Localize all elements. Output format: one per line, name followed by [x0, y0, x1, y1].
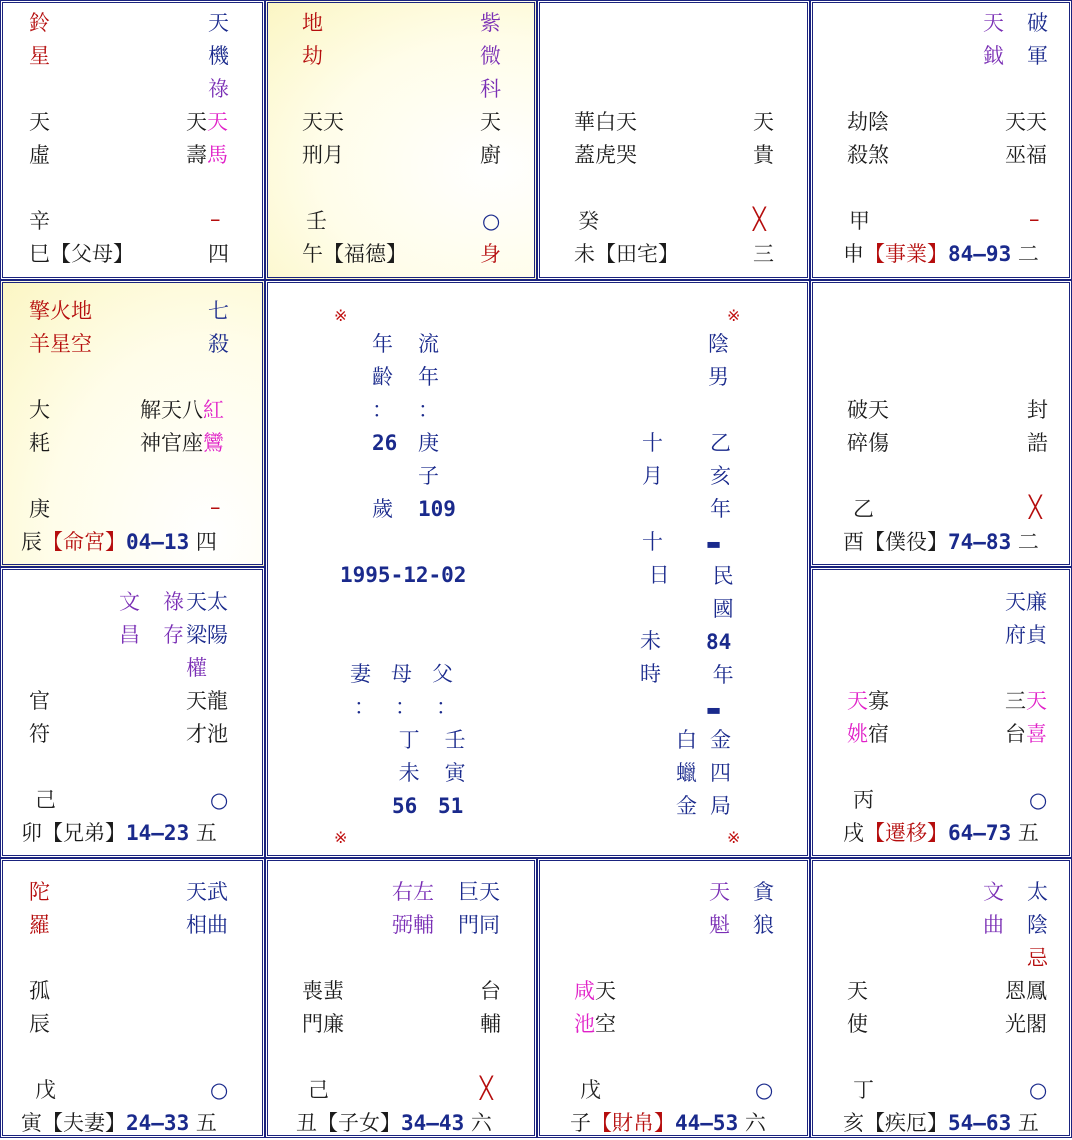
- stem: 壬: [306, 209, 327, 233]
- mark: ○: [1029, 1078, 1048, 1102]
- star-tian: 天: [208, 11, 229, 35]
- age-col: 年 齡 ： 26 歲: [372, 332, 398, 521]
- mark: –: [210, 207, 221, 231]
- star-luo: 羅: [29, 913, 50, 937]
- mark: –: [1029, 207, 1040, 231]
- star-sha: 殺: [208, 332, 229, 356]
- palace-hai[interactable]: [810, 858, 1072, 1138]
- palace-yin[interactable]: [0, 858, 265, 1138]
- stem: 丙: [853, 788, 874, 812]
- minor-tian: 天: [29, 110, 50, 134]
- star-cun: 存: [163, 623, 184, 647]
- star-qu: 曲: [983, 913, 1004, 937]
- hua-quan: 權: [186, 656, 207, 680]
- star-jie: 劫: [302, 44, 323, 68]
- father-col: 壬 寅 51: [438, 728, 466, 818]
- mark: ╳: [1029, 495, 1042, 519]
- palace-num: 三: [753, 242, 774, 266]
- palace-label: 子【財帛】44–53 六: [570, 1111, 766, 1135]
- palace-you[interactable]: [810, 280, 1072, 567]
- minor-gaihu: 蓋虎哭: [574, 143, 637, 167]
- stem: 戊: [35, 1078, 56, 1102]
- star-tian-tai: 天太: [186, 590, 228, 614]
- star-xing: 星: [29, 44, 50, 68]
- minor-gao: 誥: [1027, 431, 1048, 455]
- palace-label: 申【事業】84–93 二: [843, 242, 1039, 266]
- mark: ○: [210, 788, 229, 812]
- minor-tianlong: 天龍: [186, 689, 228, 713]
- star-di: 地: [302, 11, 323, 35]
- minor-huabai: 華白天: [574, 110, 637, 134]
- minor-fu: 符: [29, 722, 50, 746]
- minor-gu: 孤: [29, 979, 50, 1003]
- star-xiang-qu: 相曲: [186, 913, 228, 937]
- minor-chi-kong: 池空: [574, 1012, 616, 1036]
- star-fu-zhen: 府貞: [1005, 623, 1047, 647]
- star-bi-fu: 弼輔: [392, 913, 434, 937]
- star-jun: 軍: [1027, 44, 1048, 68]
- star-po: 破: [1027, 11, 1048, 35]
- star-you-zuo: 右左: [392, 880, 434, 904]
- stem: 己: [308, 1078, 329, 1102]
- palace-wei[interactable]: [537, 0, 810, 280]
- minor-potian: 破天: [847, 398, 889, 422]
- minor-tian: 天: [480, 110, 501, 134]
- asterisk-bl: ※: [334, 828, 348, 847]
- star-qing-huo-di: 擎火地: [29, 299, 92, 323]
- stem: 癸: [578, 209, 599, 233]
- star-wei: 微: [480, 44, 501, 68]
- mark: –: [210, 495, 221, 519]
- palace-label: 戌【遷移】64–73 五: [843, 821, 1039, 845]
- palace-si[interactable]: [0, 0, 265, 280]
- palace-mao[interactable]: [0, 567, 265, 858]
- star-tian-lian: 天廉: [1005, 590, 1047, 614]
- asterisk-tl: ※: [334, 306, 348, 325]
- minor-tai-xi: 台喜: [1005, 722, 1047, 746]
- minor-en-feng: 恩鳳: [1005, 979, 1047, 1003]
- star-yue: 鉞: [983, 44, 1004, 68]
- star-tian-kui: 天: [709, 880, 730, 904]
- palace-label: 未【田宅】: [574, 242, 679, 266]
- star-tian-wu: 天武: [186, 880, 228, 904]
- star-tai: 太: [1027, 880, 1048, 904]
- star-kui: 魁: [709, 913, 730, 937]
- palace-zi[interactable]: [537, 858, 810, 1138]
- stem: 庚: [29, 497, 50, 521]
- minor-suishang: 碎傷: [847, 431, 889, 455]
- star-zi: 紫: [480, 11, 501, 35]
- stem: 己: [35, 788, 56, 812]
- star-tian-yue: 天: [983, 11, 1004, 35]
- star-qi: 七: [208, 299, 229, 323]
- minor-shasha: 殺煞: [847, 143, 889, 167]
- center-panel: [265, 280, 810, 858]
- star-yang-xing-kong: 羊星空: [29, 332, 92, 356]
- parents-headers: 妻 母 父: [350, 662, 454, 686]
- stem: 丁: [853, 1078, 874, 1102]
- palace-chen[interactable]: [0, 280, 265, 567]
- palace-label: 酉【僕役】74–83 二: [843, 530, 1039, 554]
- minor-tiantian: 天天: [302, 110, 344, 134]
- minor-wufu: 巫福: [1005, 143, 1047, 167]
- star-ji: 機: [208, 44, 229, 68]
- palace-label: 亥【疾厄】54–63 五: [843, 1111, 1039, 1135]
- minor-jieyin: 劫陰: [847, 110, 889, 134]
- palace-chou[interactable]: [265, 858, 537, 1138]
- star-tuo: 陀: [29, 880, 50, 904]
- hua-lu: 祿: [208, 77, 229, 101]
- mark: ○: [1029, 788, 1048, 812]
- gender: 陰 男: [708, 332, 729, 389]
- palace-label: 卯【兄弟】14–23 五: [21, 821, 217, 845]
- star-ju-tian: 巨天: [458, 880, 500, 904]
- stem: 辛: [29, 209, 50, 233]
- minor-tian-shou: 天天: [186, 110, 228, 134]
- mark: ╳: [753, 207, 766, 231]
- palace-xu[interactable]: [810, 567, 1072, 858]
- minor-shen-guan-zuo-luan: 神官座鸞: [140, 431, 224, 455]
- asterisk-tr: ※: [727, 306, 741, 325]
- minor-guang-ge: 光閣: [1005, 1012, 1047, 1036]
- minor-san-tian: 三天: [1005, 689, 1047, 713]
- wuxing-col1: 白 蠟 金: [676, 728, 697, 818]
- month-col: 十 月: [642, 431, 663, 488]
- minor-men-lian: 門廉: [302, 1012, 344, 1036]
- stem: 乙: [853, 497, 874, 521]
- hua-ji: 忌: [1027, 946, 1048, 970]
- minor-fu: 輔: [480, 1012, 501, 1036]
- stem: 戊: [580, 1078, 601, 1102]
- minor-xu: 虛: [29, 143, 50, 167]
- palace-shen[interactable]: [810, 0, 1072, 280]
- minor-xie-tian-ba-hong: 解天八紅: [140, 398, 224, 422]
- minor-chu: 廚: [480, 143, 501, 167]
- yihai-col: 乙 亥 年: [710, 431, 731, 521]
- minor-tian: 天: [847, 979, 868, 1003]
- star-wen: 文: [119, 590, 140, 614]
- minguo-col: ▬ 民 國 84 年 ▬: [706, 534, 734, 719]
- star-lang: 狼: [753, 913, 774, 937]
- minor-sang-fei: 喪蜚: [302, 979, 344, 1003]
- star-ling: 鈴: [29, 11, 50, 35]
- palace-label: 辰【命宮】04–13 四: [21, 530, 217, 554]
- palace-label: 寅【夫妻】24–33 五: [21, 1111, 217, 1135]
- parents-colon: ： ： ：: [354, 695, 458, 719]
- day-col: 十 日: [642, 530, 670, 587]
- minor-chen: 辰: [29, 1012, 50, 1036]
- mark: ○: [482, 209, 501, 233]
- mother-col: 丁 未 56: [392, 728, 420, 818]
- star-wen: 文: [983, 880, 1004, 904]
- asterisk-br: ※: [727, 828, 741, 847]
- minor-tai: 台: [480, 979, 501, 1003]
- palace-wu[interactable]: [265, 0, 537, 280]
- palace-shen: 身: [480, 242, 501, 266]
- minor-caichi: 才池: [186, 722, 228, 746]
- star-tan: 貪: [753, 880, 774, 904]
- hour-col: 未 時: [640, 629, 661, 686]
- minor-xingyue: 刑月: [302, 143, 344, 167]
- birth-date: 1995-12-02: [340, 563, 467, 587]
- star-yin: 陰: [1027, 913, 1048, 937]
- star-men-tong: 門同: [458, 913, 500, 937]
- wuxing-col2: 金 四 局: [710, 728, 731, 818]
- palace-label: 巳【父母】: [29, 242, 134, 266]
- star-lu: 祿: [163, 590, 184, 614]
- palace-label: 丑【子女】34–43 六: [296, 1111, 492, 1135]
- minor-hao: 耗: [29, 431, 50, 455]
- palace-label: 午【福德】: [302, 242, 407, 266]
- minor-gui: 貴: [753, 143, 774, 167]
- minor-feng: 封: [1027, 398, 1048, 422]
- mark: ╳: [480, 1076, 493, 1100]
- mark: ○: [210, 1078, 229, 1102]
- hua-ke: 科: [480, 77, 501, 101]
- minor-xian-tian: 咸天: [574, 979, 616, 1003]
- minor-guan: 官: [29, 689, 50, 713]
- stem: 甲: [849, 209, 870, 233]
- minor-shi: 使: [847, 1012, 868, 1036]
- liunian-col: 流 年 ： 庚 子 109: [418, 332, 456, 521]
- minor-tian-gua: 天寡: [847, 689, 889, 713]
- minor-tiantian: 天天: [1005, 110, 1047, 134]
- star-chang: 昌: [119, 623, 140, 647]
- minor-da: 大: [29, 398, 50, 422]
- palace-num: 四: [208, 242, 229, 266]
- minor-shou-ma: 壽馬: [186, 143, 228, 167]
- mark: ○: [755, 1078, 774, 1102]
- minor-tian: 天: [753, 110, 774, 134]
- minor-yao-su: 姚宿: [847, 722, 889, 746]
- star-liang-yang: 梁陽: [186, 623, 228, 647]
